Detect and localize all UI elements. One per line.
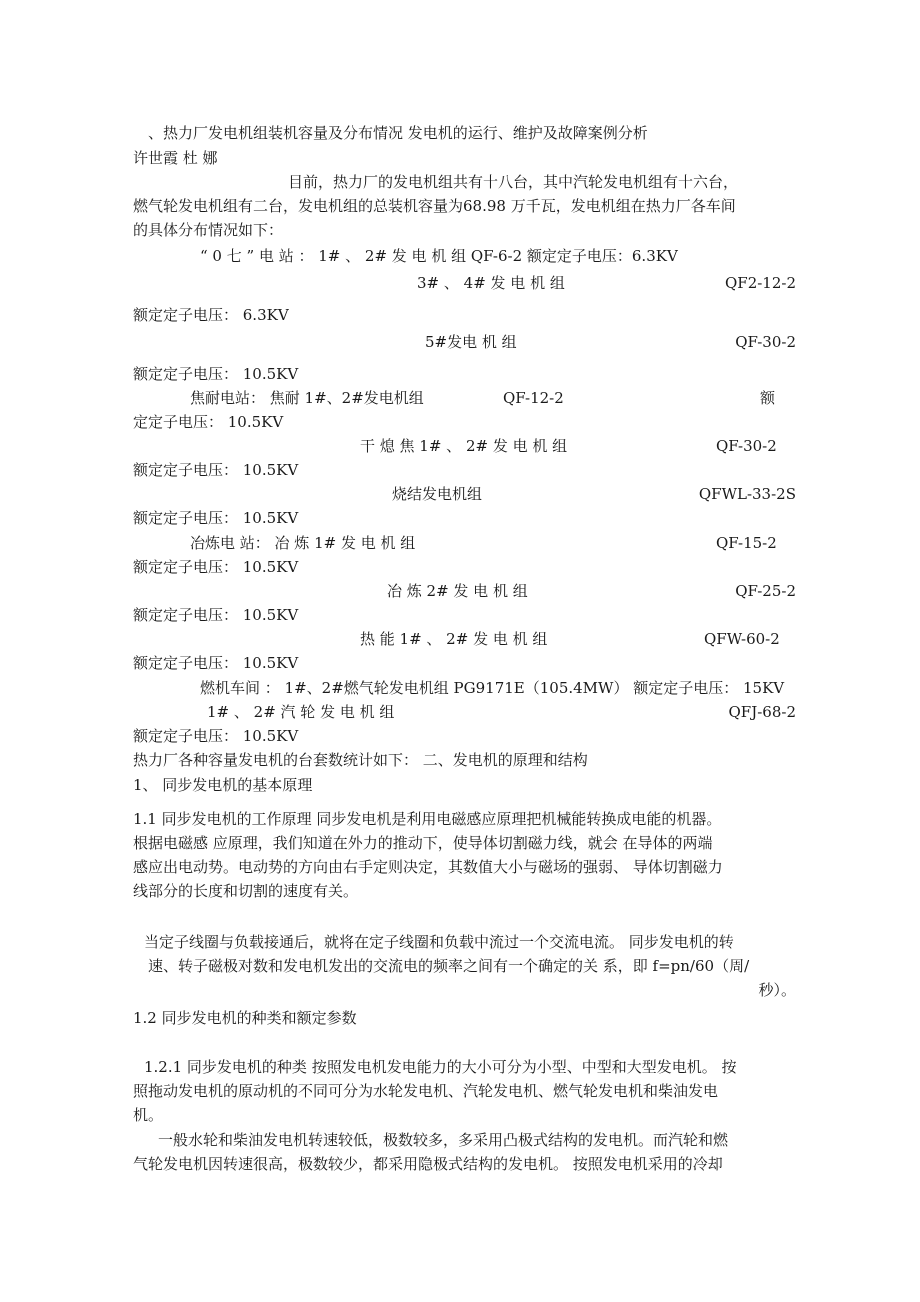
station-11-name: 1# 、 2# 汽 轮 发 电 机 组 [207,703,395,721]
stats-line: 热力厂各种容量发电机的台套数统计如下： 二、发电机的原理和结构 [133,751,588,769]
intro-line-1: 目前，热力厂的发电机组共有十八台，其中汽轮发电机组有十六台， [288,173,739,191]
para-1-1-line-3: 感应出电动势。电动势的方向由右手定则决定，其数值大小与磁场的强弱、 导体切割磁力 [133,858,723,876]
para-1-2-1-line-1: 1.2.1 同步发电机的种类 按照发电机发电能力的大小可分为小型、中型和大型发电机。 按 [144,1058,737,1076]
title-line: 、热力厂发电机组装机容量及分布情况 发电机的运行、维护及故障案例分析 [148,124,648,142]
intro-line-3: 的具体分布情况如下： [133,221,284,239]
station-9-name: 热 能 1# 、 2# 发 电 机 组 [360,630,548,648]
para-freq-line-2: 速、转子磁极对数和发电机发出的交流电的频率之间有一个确定的关 系，即 f=pn/60（周/ [148,957,750,975]
station-8-name: 冶 炼 2# 发 电 机 组 [387,582,528,600]
para-1-2-1-line-2: 照拖动发电机的原动机的不同可分为水轮发电机、汽轮发电机、燃气轮发电机和柴油发电 [133,1082,719,1100]
station-8-voltage: 额定定子电压： 10.5KV [133,606,299,624]
station-3-voltage: 额定定子电压： 10.5KV [133,365,299,383]
para-freq-line-3: 秒）。 [758,981,796,999]
para-last-line-2: 气轮发电机因转速很高，极数较少，都采用隐极式结构的发电机。 按照发电机采用的冷却 [133,1155,723,1173]
station-6-voltage: 额定定子电压： 10.5KV [133,509,299,527]
station-7-model: QF-15-2 [716,534,777,552]
station-8-model: QF-25-2 [735,582,796,600]
station-4-name: 焦耐电站： 焦耐 1#、2#发电机组 [190,389,424,407]
section-1-heading: 1、 同步发电机的基本原理 [133,776,313,794]
station-2-voltage: 额定定子电压： 6.3KV [133,306,289,324]
station-4-model: QF-12-2 [503,389,564,407]
station-2-model: QF2-12-2 [724,274,796,292]
section-1-2-heading: 1.2 同步发电机的种类和额定参数 [133,1009,357,1027]
intro-line-2: 燃气轮发电机组有二台，发电机组的总装机容量为68.98 万千瓦，发电机组在热力厂各车间 [133,197,736,215]
station-6-name: 烧结发电机组 [392,485,483,503]
station-4-voltage: 定定子电压： 10.5KV [133,413,284,431]
station-3-model: QF-30-2 [735,333,796,351]
station-3-name: 5#发电 机 组 [425,333,517,351]
para-freq-line-1: 当定子线圈与负载接通后，就将在定子线圈和负载中流过一个交流电流。 同步发电机的转 [144,933,734,951]
station-11-voltage: 额定定子电压： 10.5KV [133,727,299,745]
station-11-model: QFJ-68-2 [728,703,796,721]
station-4-e: 额 [760,389,776,407]
authors: 许世霞 杜 娜 [133,149,218,167]
station-5-voltage: 额定定子电压： 10.5KV [133,461,299,479]
station-1-line: “ 0 七 ” 电 站 ： 1# 、 2# 发 电 机 组 QF-6-2 额定定子电压：6.3KV [200,247,678,265]
para-1-2-1-line-3: 机。 [133,1106,164,1124]
station-5-name: 干 熄 焦 1# 、 2# 发 电 机 组 [360,437,568,455]
station-9-voltage: 额定定子电压： 10.5KV [133,654,299,672]
station-7-voltage: 额定定子电压： 10.5KV [133,558,299,576]
station-10-line: 燃机车间 ： 1#、2#燃气轮发电机组 PG9171E（105.4MW） 额定定子电压： 15KV [200,679,785,697]
para-1-1-line-1: 1.1 同步发电机的工作原理 同步发电机是利用电磁感应原理把机械能转换成电能的机器。 [133,810,722,828]
station-7-name: 冶炼电 站： 冶 炼 1# 发 电 机 组 [190,534,416,552]
station-6-model: QFWL-33-2S [698,485,796,503]
para-1-1-line-2: 根据电磁感 应原理，我们知道在外力的推动下，使导体切割磁力线，就会 在导体的两端 [133,834,713,852]
station-9-model: QFW-60-2 [704,630,780,648]
station-5-model: QF-30-2 [716,437,777,455]
station-2-name: 3# 、 4# 发 电 机 组 [417,274,565,292]
para-1-1-line-4: 线部分的长度和切割的速度有关。 [133,882,359,900]
para-last-line-1: 一般水轮和柴油发电机转速较低，极数较多，多采用凸极式结构的发电机。而汽轮和燃 [158,1131,729,1149]
